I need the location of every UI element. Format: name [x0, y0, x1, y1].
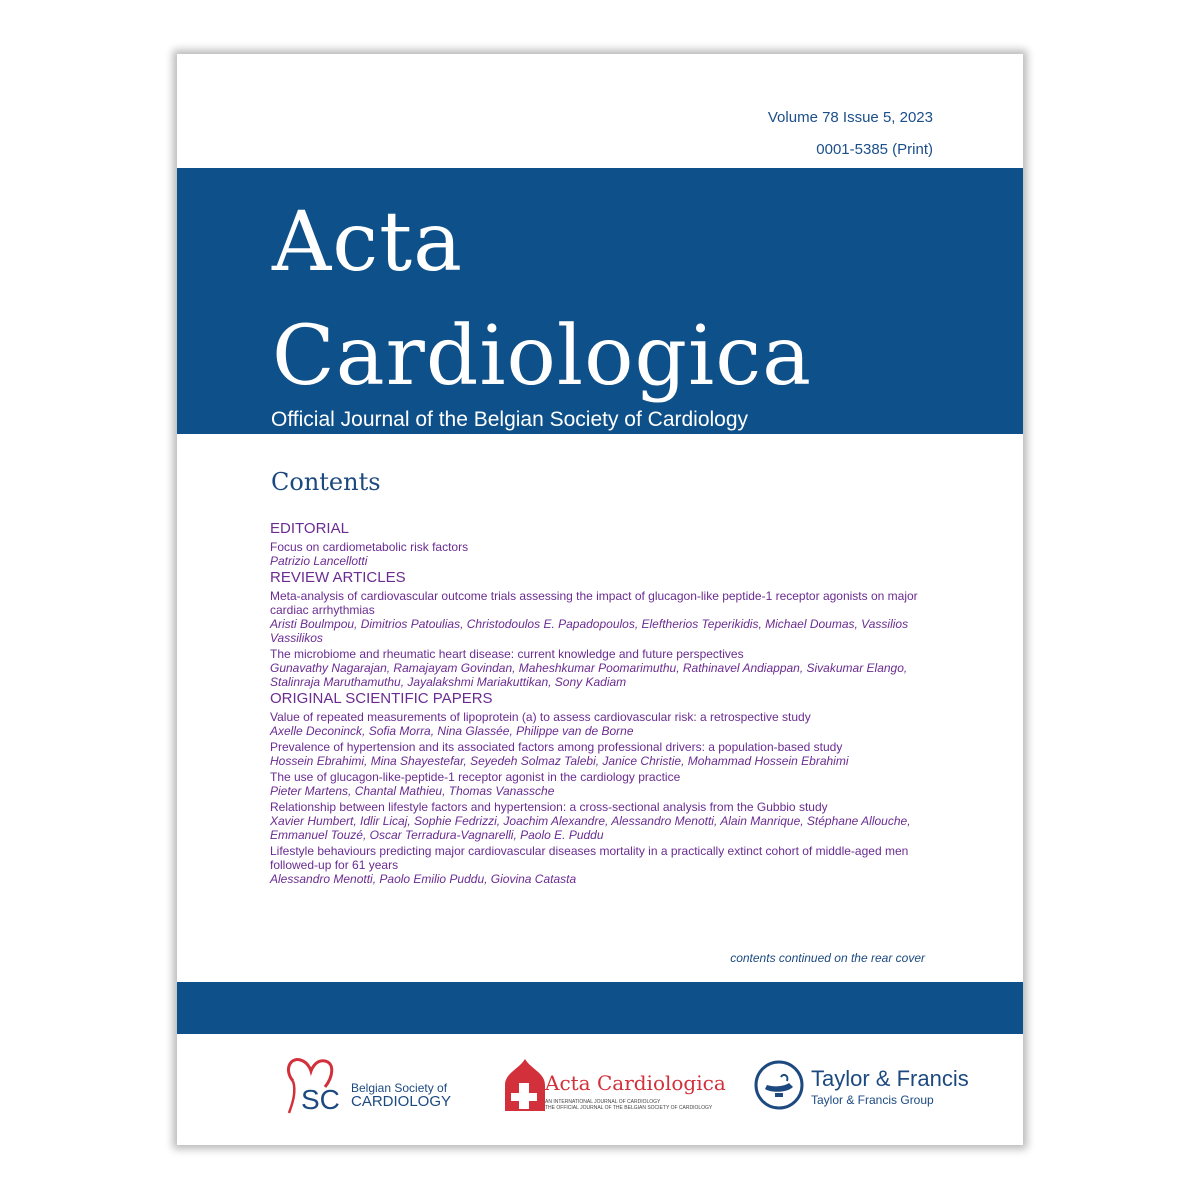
- bsc-name: [351, 1081, 451, 1109]
- article-authors: Alessandro Menotti, Paolo Emilio Puddu, Giovina Catasta: [270, 872, 577, 886]
- article-title[interactable]: Prevalence of hypertension and its associated factors among professional drivers: a population-based study: [270, 740, 843, 754]
- bsc-name-line1: Belgian Society of: [351, 1081, 448, 1095]
- article-authors: Hossein Ebrahimi, Mina Shayestefar, Seyedeh Solmaz Talebi, Janice Christie, Mohammad Hossein Ebrahimi: [270, 754, 849, 768]
- article-title[interactable]: Lifestyle behaviours predicting major cardiovascular diseases mortality in a practically extinct cohort of middle-aged men followed-up for 61 years: [270, 844, 909, 872]
- acta-heart-icon: [499, 1051, 549, 1117]
- section-heading: REVIEW ARTICLES: [270, 569, 406, 586]
- journal-title-line2: Cardiologica: [272, 309, 813, 404]
- acta-logo-tagline: [545, 1099, 712, 1111]
- article-title[interactable]: Meta-analysis of cardiovascular outcome trials assessing the impact of glucagon-like peptide-1 receptor agonists on major cardiac arrhythmias: [270, 589, 918, 617]
- table-of-contents: [270, 519, 940, 886]
- journal-cover: [177, 54, 1023, 1145]
- footer-band: [177, 982, 1023, 1034]
- article-title[interactable]: Relationship between lifestyle factors and hypertension: a cross-sectional analysis from the Gubbio study: [270, 800, 828, 814]
- bsc-mark: SC: [301, 1084, 340, 1115]
- section-heading: EDITORIAL: [270, 520, 349, 537]
- article-authors: Patrizio Lancellotti: [270, 554, 368, 568]
- journal-title: [272, 186, 812, 414]
- article-title[interactable]: The microbiome and rheumatic heart disease: current knowledge and future perspectives: [270, 647, 744, 661]
- article-authors: Gunavathy Nagarajan, Ramajayam Govindan, Maheshkumar Poomarimuthu, Rathinavel Andiappan, Sivakumar Elango, Stalinraja Maruthamuthu, Jayalakshmi Mariakuttikan, Sony Kadiam: [270, 661, 908, 689]
- bsc-name-line2: CARDIOLOGY: [351, 1093, 452, 1110]
- bsc-logo: [281, 1051, 481, 1121]
- tf-logo-group: Taylor & Francis Group: [811, 1093, 934, 1107]
- article-title[interactable]: Focus on cardiometabolic risk factors: [270, 540, 469, 554]
- journal-title-line1: Acta: [272, 195, 463, 290]
- journal-subtitle: Official Journal of the Belgian Society of Cardiology: [271, 408, 749, 431]
- acta-logo-tag1: AN INTERNATIONAL JOURNAL OF CARDIOLOGY: [545, 1099, 661, 1105]
- masthead-band: [177, 168, 1023, 434]
- issn-info: 0001-5385 (Print): [816, 141, 933, 158]
- acta-logo-name: Acta Cardiologica: [545, 1071, 726, 1095]
- acta-logo-tag2: THE OFFICIAL JOURNAL OF THE BELGIAN SOCIETY OF CARDIOLOGY: [545, 1105, 713, 1111]
- tf-logo: [753, 1051, 983, 1121]
- contents-heading: Contents: [271, 468, 381, 496]
- tf-logo-name: Taylor & Francis: [811, 1066, 969, 1091]
- article-title[interactable]: Value of repeated measurements of lipoprotein (a) to assess cardiovascular risk: a retrospective study: [270, 710, 811, 724]
- article-authors: Pieter Martens, Chantal Mathieu, Thomas Vanassche: [270, 784, 555, 798]
- article-title[interactable]: The use of glucagon-like-peptide-1 receptor agonist in the cardiology practice: [270, 770, 681, 784]
- tf-lamp-icon: [753, 1059, 805, 1111]
- article-authors: Aristi Boulmpou, Dimitrios Patoulias, Christodoulos E. Papadopoulos, Eleftherios Teperikidis, Michael Doumas, Vassilios Vassilikos: [270, 617, 909, 645]
- article-authors: Axelle Deconinck, Sofia Morra, Nina Glassée, Philippe van de Borne: [270, 724, 634, 738]
- continued-note: contents continued on the rear cover: [730, 951, 925, 965]
- section-heading: ORIGINAL SCIENTIFIC PAPERS: [270, 690, 493, 707]
- acta-logo: [499, 1051, 729, 1121]
- issue-info: Volume 78 Issue 5, 2023: [767, 109, 933, 126]
- bsc-heart-icon: [281, 1051, 351, 1121]
- article-authors: Xavier Humbert, Idlir Licaj, Sophie Fedrizzi, Joachim Alexandre, Alessandro Menotti, Alain Manrique, Stéphane Allouche, Emmanuel Touzé, Oscar Terradura-Vagnarelli, Paolo E. Puddu: [270, 814, 911, 842]
